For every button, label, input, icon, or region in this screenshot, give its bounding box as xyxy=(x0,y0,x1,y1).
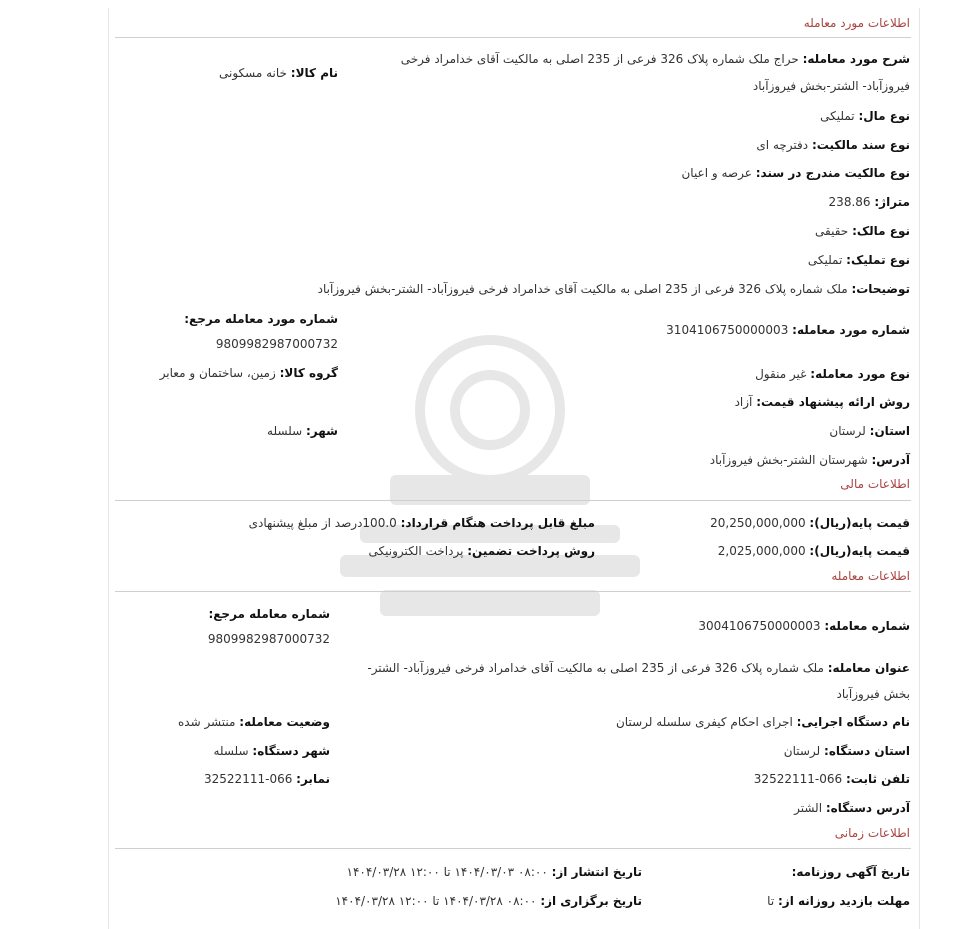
notes-label: توضیحات: xyxy=(851,282,910,296)
section-divider xyxy=(115,848,911,849)
agency-province-label: استان دستگاه: xyxy=(824,744,910,758)
guarantee-price-label: قیمت پایه(ریال): xyxy=(809,544,910,558)
hold-date xyxy=(335,893,642,909)
agency-address-label: آدرس دستگاه: xyxy=(825,801,910,815)
area-label: متراژ: xyxy=(874,195,910,209)
deal-description-line1: حراج ملک شماره پلاک 326 فرعی از 235 اصلی به مالکیت آقای خدامراد فرخی xyxy=(400,52,799,66)
hold-date-label: تاریخ برگزاری از: xyxy=(540,894,642,908)
contract-payment xyxy=(249,515,595,531)
section-divider xyxy=(115,37,911,38)
agency-city-label: شهر دستگاه: xyxy=(252,744,330,758)
property-type-value: تملیکی xyxy=(820,109,855,123)
transfer-type xyxy=(808,252,910,268)
ref-number-label: شماره مورد معامله مرجع: xyxy=(184,312,338,326)
agency-address-value: الشتر xyxy=(794,801,823,815)
guarantee-price xyxy=(718,543,910,559)
agency-phone-value: 066-32522111 xyxy=(753,772,843,786)
ownership-type-value: عرصه و اعیان xyxy=(681,166,752,180)
guarantee-method-label: روش پرداخت تضمین: xyxy=(467,544,595,558)
item-number-label: شماره مورد معامله: xyxy=(792,323,910,337)
item-name xyxy=(219,65,338,81)
agency-fax-value: 066-32522111 xyxy=(204,772,293,786)
notes-value: ملک شماره پلاک 326 فرعی از 235 اصلی به مالکیت آقای خدامراد فرخی فیروزآباد- الشتر-بخش فیروزآباد xyxy=(317,282,848,296)
notes xyxy=(318,281,910,297)
publish-date-label: تاریخ انتشار از: xyxy=(551,865,642,879)
owner-type xyxy=(815,223,910,239)
item-group xyxy=(160,365,338,381)
transaction-ref-label: شماره معامله مرجع: xyxy=(208,607,330,621)
base-price-label: قیمت پایه(ریال): xyxy=(809,516,910,530)
province-value: لرستان xyxy=(829,424,866,438)
agency-address xyxy=(794,800,910,816)
section-title-transaction: اطلاعات معامله xyxy=(831,569,910,583)
item-number xyxy=(666,322,910,338)
transaction-title-line2: بخش فیروزآباد xyxy=(836,687,910,701)
base-price xyxy=(710,515,910,531)
owner-type-label: نوع مالک: xyxy=(852,224,910,238)
pricing-method-value: آزاد xyxy=(734,395,753,409)
city-label: شهر: xyxy=(306,424,338,438)
transaction-status-label: وضعیت معامله: xyxy=(239,715,330,729)
city xyxy=(267,423,338,439)
newspaper-date xyxy=(792,864,910,880)
visit-deadline-label: مهلت بازدید روزانه از: xyxy=(778,894,910,908)
section-title-financial: اطلاعات مالی xyxy=(840,477,910,491)
pricing-method xyxy=(735,394,910,410)
item-kind xyxy=(755,366,910,382)
agency-phone-label: تلفن ثابت: xyxy=(845,772,910,786)
agency-fax xyxy=(204,771,330,787)
newspaper-date-label: تاریخ آگهی روزنامه: xyxy=(791,865,910,879)
address-value: شهرستان الشتر-بخش فیروزآباد xyxy=(709,453,868,467)
publish-date xyxy=(347,864,642,880)
agency-city xyxy=(213,743,330,759)
guarantee-price-value: 2,025,000,000 xyxy=(717,544,806,558)
deed-type xyxy=(756,137,910,153)
ref-number-value: 9809982987000732 xyxy=(215,337,338,351)
ownership-type-label: نوع مالکیت مندرج در سند: xyxy=(755,166,910,180)
item-name-value: خانه مسکونی xyxy=(219,66,287,80)
transaction-number-label: شماره معامله: xyxy=(824,619,910,633)
owner-type-value: حقیقی xyxy=(815,224,849,238)
deal-description-label: شرح مورد معامله: xyxy=(802,52,910,66)
address-label: آدرس: xyxy=(871,453,910,467)
contract-payment-label: مبلغ قابل پرداخت هنگام قرارداد: xyxy=(400,516,595,530)
agency-phone xyxy=(754,771,910,787)
visit-deadline xyxy=(767,893,910,909)
deal-description-line2: فیروزآباد- الشتر-بخش فیروزآباد xyxy=(752,79,910,93)
transaction-status-value: منتشر شده xyxy=(177,715,236,729)
agency-province xyxy=(784,743,910,759)
item-number-value: 3104106750000003 xyxy=(666,323,789,337)
base-price-value: 20,250,000,000 xyxy=(710,516,806,530)
property-type-label: نوع مال: xyxy=(858,109,910,123)
transaction-number xyxy=(698,618,910,634)
visit-deadline-value: تا xyxy=(767,894,775,908)
item-kind-label: نوع مورد معامله: xyxy=(810,367,910,381)
transaction-title xyxy=(367,660,910,676)
hold-date-value: ۰۸:۰۰ ۱۴۰۴/۰۳/۲۸ تا ۱۲:۰۰ ۱۴۰۴/۰۳/۲۸ xyxy=(335,894,537,908)
province xyxy=(829,423,910,439)
transaction-status xyxy=(178,714,330,730)
item-name-label: نام کالا: xyxy=(290,66,338,80)
guarantee-method-value: پرداخت الکترونیکی xyxy=(368,544,464,558)
area xyxy=(829,194,910,210)
transaction-title-label: عنوان معامله: xyxy=(827,661,910,675)
section-title-timing: اطلاعات زمانی xyxy=(834,826,910,840)
ownership-type xyxy=(681,165,910,181)
deal-description xyxy=(401,51,910,67)
deed-type-label: نوع سند مالکیت: xyxy=(811,138,910,152)
property-type xyxy=(820,108,910,124)
agency-name xyxy=(616,714,910,730)
contract-payment-value: 100.0درصد از مبلغ پیشنهادی xyxy=(248,516,397,530)
item-kind-value: غیر منقول xyxy=(755,367,807,381)
transaction-title-line1: ملک شماره پلاک 326 فرعی از 235 اصلی به مالکیت آقای خدامراد فرخی فیروزآباد- الشتر- xyxy=(367,661,824,675)
address xyxy=(710,452,910,468)
item-group-label: گروه کالا: xyxy=(279,366,338,380)
transaction-ref-value: 9809982987000732 xyxy=(207,632,330,646)
agency-city-value: سلسله xyxy=(213,744,249,758)
deed-type-value: دفترچه ای xyxy=(756,138,809,152)
item-group-value: زمین، ساختمان و معابر xyxy=(159,366,276,380)
agency-province-value: لرستان xyxy=(783,744,821,758)
publish-date-value: ۰۸:۰۰ ۱۴۰۴/۰۳/۰۳ تا ۱۲:۰۰ ۱۴۰۴/۰۳/۲۸ xyxy=(346,865,548,879)
guarantee-method xyxy=(369,543,595,559)
transfer-type-label: نوع تملیک: xyxy=(846,253,910,267)
transfer-type-value: تملیکی xyxy=(807,253,843,267)
section-divider xyxy=(115,591,911,592)
transaction-number-value: 3004106750000003 xyxy=(698,619,821,633)
area-value: 238.86 xyxy=(828,195,871,209)
section-title-deal-info: اطلاعات مورد معامله xyxy=(803,16,910,30)
agency-name-value: اجرای احکام کیفری سلسله لرستان xyxy=(615,715,793,729)
section-divider xyxy=(115,500,911,501)
agency-name-label: نام دستگاه اجرایی: xyxy=(796,715,910,729)
province-label: استان: xyxy=(869,424,910,438)
pricing-method-label: روش ارائه پیشنهاد قیمت: xyxy=(756,395,910,409)
agency-fax-label: نمابر: xyxy=(296,772,330,786)
city-value: سلسله xyxy=(267,424,303,438)
